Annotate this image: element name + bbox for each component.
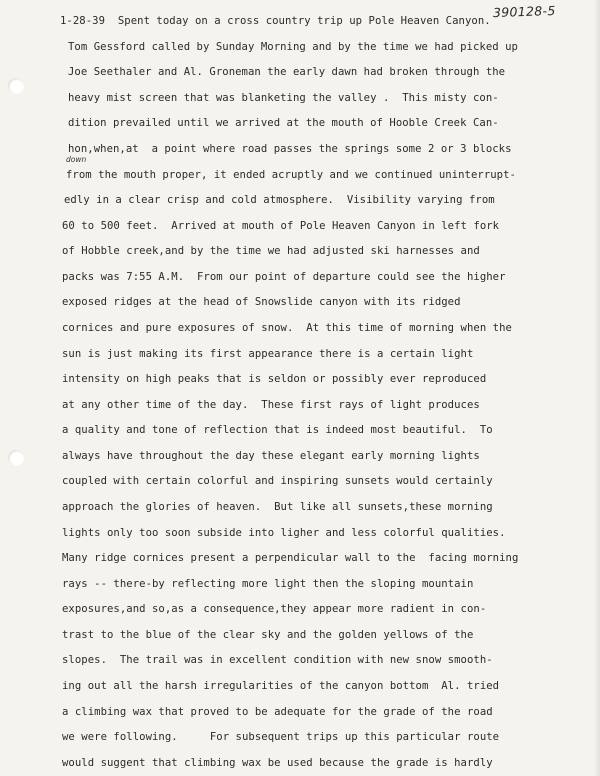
text-line-5: dition prevailed until we arrived at the mouth of Hooble Creek Can- [68,117,499,129]
punch-hole [8,78,24,94]
text-line-18: always have throughout the day these elegant early morning lights [62,450,480,462]
text-line-28: a climbing wax that proved to be adequate for the grade of the road [62,706,493,718]
document-number: 390128-5 [492,2,556,21]
page-edge-shadow [594,0,600,776]
punch-hole [8,450,24,466]
text-line-15: intensity on high peaks that is seldon or possibly ever reproduced [62,373,487,385]
text-line-10: of Hobble creek,and by the time we had adjusted ski harnesses and [62,245,480,257]
text-line-19: coupled with certain colorful and inspiring sunsets would certainly [62,475,493,487]
text-line-2: Tom Gessford called by Sunday Morning and by the time we had picked up [68,41,518,53]
text-line-26: slopes. The trail was in excellent condition with new snow smooth- [62,654,493,666]
text-line-13: cornices and pure exposures of snow. At this time of morning when the [62,322,512,334]
text-line-22: Many ridge cornices present a perpendicular wall to the facing morning [62,552,519,564]
text-line-3: Joe Seethaler and Al. Groneman the early dawn had broken through the [68,66,506,78]
text-line-6: hon,when,at a point where road passes the springs some 2 or 3 blocks [68,143,512,155]
text-line-21: lights only too soon subside into ligher and less colorful qualities. [62,527,506,539]
text-line-9: 60 to 500 feet. Arrived at mouth of Pole Heaven Canyon in left fork [62,220,500,232]
text-line-14: sun is just making its first appearance there is a certain light [62,348,474,360]
text-line-25: trast to the blue of the clear sky and the golden yellows of the [62,629,474,641]
text-line-30: would suggent that climbing wax be used because the grade is hardly [62,757,493,769]
text-line-12: exposed ridges at the head of Snowslide canyon with its ridged [62,296,461,308]
text-line-8: edly in a clear crisp and cold atmosphere. Visibility varying from [64,194,495,206]
text-line-11: packs was 7:55 A.M. From our point of departure could see the higher [62,271,506,283]
text-line-20: approach the glories of heaven. But like all sunsets,these morning [62,501,493,513]
handwritten-annotation-down: down [66,155,87,164]
text-line-23: rays -- there-by reflecting more light then the sloping mountain [62,578,474,590]
text-line-27: ing out all the harsh irregularities of the canyon bottom Al. tried [62,680,500,692]
text-line-17: a quality and tone of reflection that is indeed most beautiful. To [62,424,493,436]
text-line-4: heavy mist screen that was blanketing the valley . This misty con- [68,92,499,104]
text-line-7: from the mouth proper, it ended acruptly and we continued uninterrupt- [66,169,516,181]
text-line-29: we were following. For subsequent trips up this particular route [62,731,500,743]
text-line-1: 1-28-39 Spent today on a cross country trip up Pole Heaven Canyon. [60,15,491,27]
text-line-16: at any other time of the day. These first rays of light produces [62,399,480,411]
text-line-24: exposures,and so,as a consequence,they appear more radient in con- [62,603,487,615]
